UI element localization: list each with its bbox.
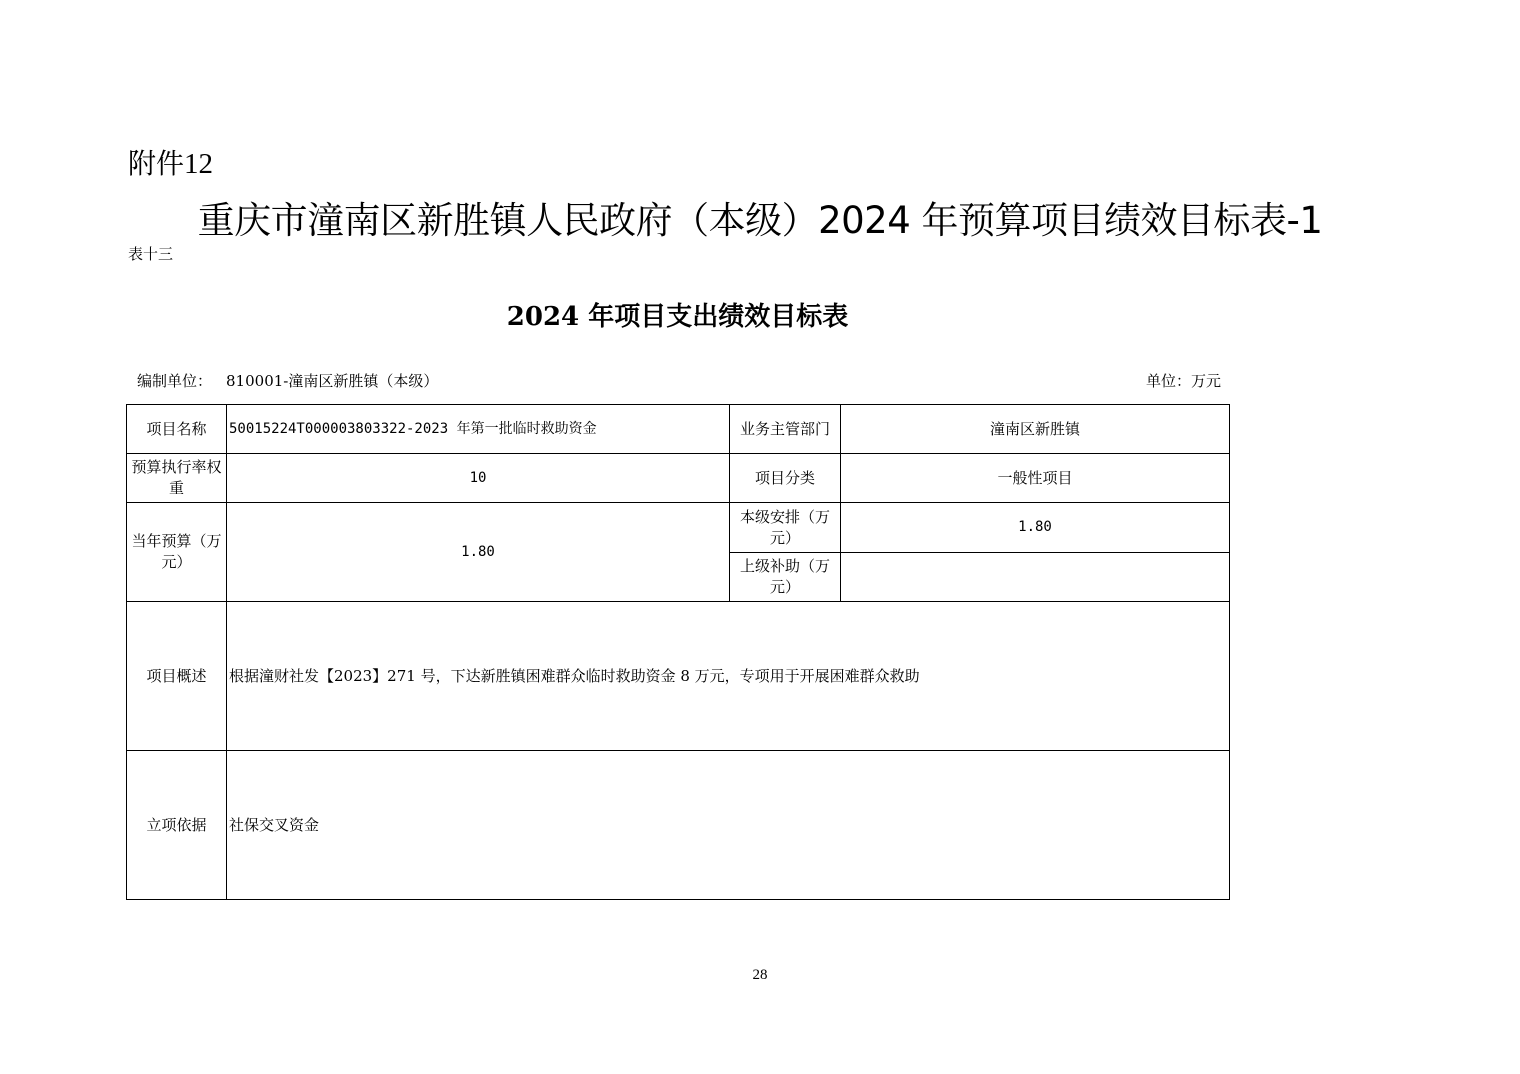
performance-target-table <box>126 404 1230 900</box>
budget-value: 1.80 <box>227 503 730 602</box>
table-row <box>127 503 1230 553</box>
exec-weight-label: 预算执行率权重 <box>127 454 227 503</box>
attachment-prefix: 附件 <box>128 147 185 180</box>
upper-funding-label: 上级补助（万元） <box>730 553 841 602</box>
project-name-label: 项目名称 <box>127 405 227 454</box>
document-title: 重庆市潼南区新胜镇人民政府（本级）2024 年预算项目绩效目标表-1 <box>197 199 1323 242</box>
table-title: 2024 年项目支出绩效目标表 <box>506 302 849 332</box>
overview-value: 根据潼财社发【2023】271 号，下达新胜镇困难群众临时救助资金 8 万元，专项用于开展困难群众救助 <box>227 602 1230 751</box>
overview-label: 项目概述 <box>127 602 227 751</box>
table-number: 表十三 <box>128 245 174 263</box>
compiling-unit <box>137 370 438 391</box>
category-value: 一般性项目 <box>841 454 1230 503</box>
dept-label: 业务主管部门 <box>730 405 841 454</box>
basis-label: 立项依据 <box>127 751 227 900</box>
attachment-number: 12 <box>184 148 214 180</box>
exec-weight-value: 10 <box>227 454 730 503</box>
table-row <box>127 751 1230 900</box>
upper-funding-value <box>841 553 1230 602</box>
table-row <box>127 454 1230 503</box>
table-row <box>127 602 1230 751</box>
compiling-unit-label: 编制单位： <box>137 372 213 390</box>
compiling-unit-value: 810001-潼南区新胜镇（本级） <box>226 372 439 390</box>
budget-label: 当年预算（万元） <box>127 503 227 602</box>
attachment-label <box>128 142 213 182</box>
currency-unit: 单位：万元 <box>1146 372 1222 390</box>
basis-value: 社保交叉资金 <box>227 751 1230 900</box>
page-number: 28 <box>752 967 768 983</box>
category-label: 项目分类 <box>730 454 841 503</box>
table-row <box>127 405 1230 454</box>
project-name-value: 50015224T000003803322-2023 年第一批临时救助资金 <box>227 405 730 454</box>
dept-value: 潼南区新胜镇 <box>841 405 1230 454</box>
local-funding-label: 本级安排（万元） <box>730 503 841 553</box>
local-funding-value: 1.80 <box>841 503 1230 553</box>
